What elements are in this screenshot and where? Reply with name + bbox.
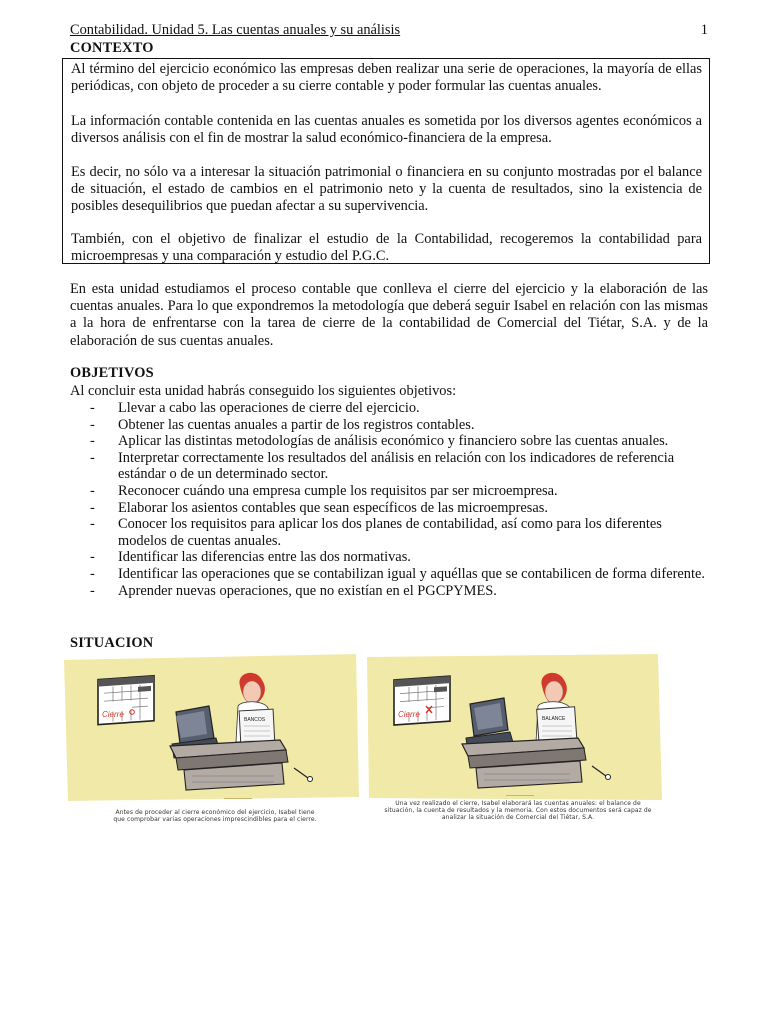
objective-text: Obtener las cuentas anuales a partir de los registros contables.: [118, 416, 475, 433]
scene-illustration-cierre-bancos: [64, 654, 364, 826]
caption-separator: [506, 795, 534, 796]
contexto-paragraph: Al término del ejercicio económico las empresas deben realizar una serie de operaciones, la mayoría de ellas periódicas, con objeto de proceder a su cierre contable y poder formular las cuentas anuales.: [71, 61, 702, 95]
objetivos-heading: OBJETIVOS: [70, 365, 154, 381]
list-dash: -: [90, 416, 95, 433]
calendar-label: Cierre: [102, 710, 124, 719]
contexto-paragraph: También, con el objetivo de finalizar el estudio de la Contabilidad, recogeremos la contabilidad para microempresas y una comparación y estudio del P.G.C.: [71, 231, 702, 265]
objective-item: [70, 500, 710, 517]
list-dash: -: [90, 565, 95, 582]
list-dash: -: [90, 482, 95, 499]
contexto-paragraph: La información contable contenida en las cuentas anuales es sometida por los diversos agentes económicos a diversos análisis con el fin de mostrar la salud económico-financiera de la empresa.: [71, 113, 702, 147]
objective-text: Llevar a cabo las operaciones de cierre del ejercicio.: [118, 400, 420, 416]
document-label: BALANCE: [542, 716, 566, 722]
list-dash: -: [90, 516, 95, 533]
list-dash: -: [90, 549, 95, 566]
objective-item: [70, 400, 710, 417]
page-header: [70, 22, 708, 40]
list-dash: -: [90, 400, 95, 416]
objective-item: [70, 433, 710, 450]
objective-item: [70, 583, 710, 600]
page-number: 1: [700, 22, 708, 38]
calendar-illustration: [98, 676, 154, 725]
contexto-heading: CONTEXTO: [70, 40, 154, 56]
objective-text: Identificar las diferencias entre las dos normativas.: [118, 549, 411, 566]
objective-text: Aplicar las distintas metodologías de análisis económico y financiero sobre las cuentas anuales.: [118, 433, 669, 450]
scene-caption: Una vez realizado el cierre, Isabel elaborará las cuentas anuales: el balance de situación, la cuenta de resultados y la memoria. Con estos documentos será capaz de analizar la situación de Comercial del Tiétar, S.A.: [384, 800, 652, 821]
objective-item: [70, 566, 710, 583]
objective-item: [70, 516, 710, 549]
objective-text: Identificar las operaciones que se contabilizan igual y aquéllas que se contabilicen de forma diferente.: [118, 565, 705, 582]
objective-item: [70, 450, 710, 483]
scene-caption: Antes de proceder al cierre económico del ejercicio, Isabel tiene que comprobar varias operaciones imprescindibles para el cierre.: [113, 809, 317, 823]
document-label: BANCOS: [244, 717, 266, 723]
caption-separator: [224, 798, 252, 799]
list-dash: -: [90, 499, 95, 516]
list-dash: -: [90, 449, 95, 466]
objective-item: [70, 483, 710, 500]
objective-item: [70, 549, 710, 566]
list-dash: -: [90, 582, 95, 599]
contexto-paragraph: Es decir, no sólo va a interesar la situación patrimonial o financiera en su conjunto mostradas por el balance de situación, el estado de cambios en el patrimonio neto y la cuenta de resultados, sino la existencia de posibles desequilibrios que puedan afectar a su supervivencia.: [71, 164, 702, 215]
list-dash: -: [90, 433, 95, 450]
calendar-illustration: [394, 676, 450, 725]
objective-text: Elaborar los asientos contables que sean específicos de las microempresas.: [118, 499, 548, 516]
intro-paragraph: En esta unidad estudiamos el proceso contable que conlleva el cierre del ejercicio y la elaboración de las cuentas anuales. Para lo que expondremos la metodología que deberá seguir Isabel en relación con las mismas a la hora de enfrentarse con la tarea de cierre de la contabilidad de Comercial del Tiétar, S.A. y de la elaboración de sus cuentas anuales.: [70, 281, 708, 349]
objetivos-list: [70, 400, 710, 599]
objective-text: Interpretar correctamente los resultados del análisis en relación con los indicadores de referencia estándar o de un determinado sector.: [118, 449, 675, 483]
objective-text: Reconocer cuándo una empresa cumple los requisitos par ser microempresa.: [118, 482, 558, 499]
intro-section: [70, 281, 708, 350]
objective-item: [70, 417, 710, 434]
objective-text: Aprender nuevas operaciones, que no existían en el PGCPYMES.: [118, 582, 497, 599]
header-title: Contabilidad. Unidad 5. Las cuentas anuales y su análisis: [70, 22, 401, 38]
situacion-heading: SITUACION: [70, 635, 154, 651]
objetivos-lead: Al concluir esta unidad habrás conseguido los siguientes objetivos:: [70, 383, 457, 399]
objective-text: Conocer los requisitos para aplicar los dos planes de contabilidad, así como para los diferentes modelos de cuentas anuales.: [118, 516, 662, 549]
calendar-label: Cierre: [398, 710, 420, 719]
contexto-box: [62, 58, 710, 264]
